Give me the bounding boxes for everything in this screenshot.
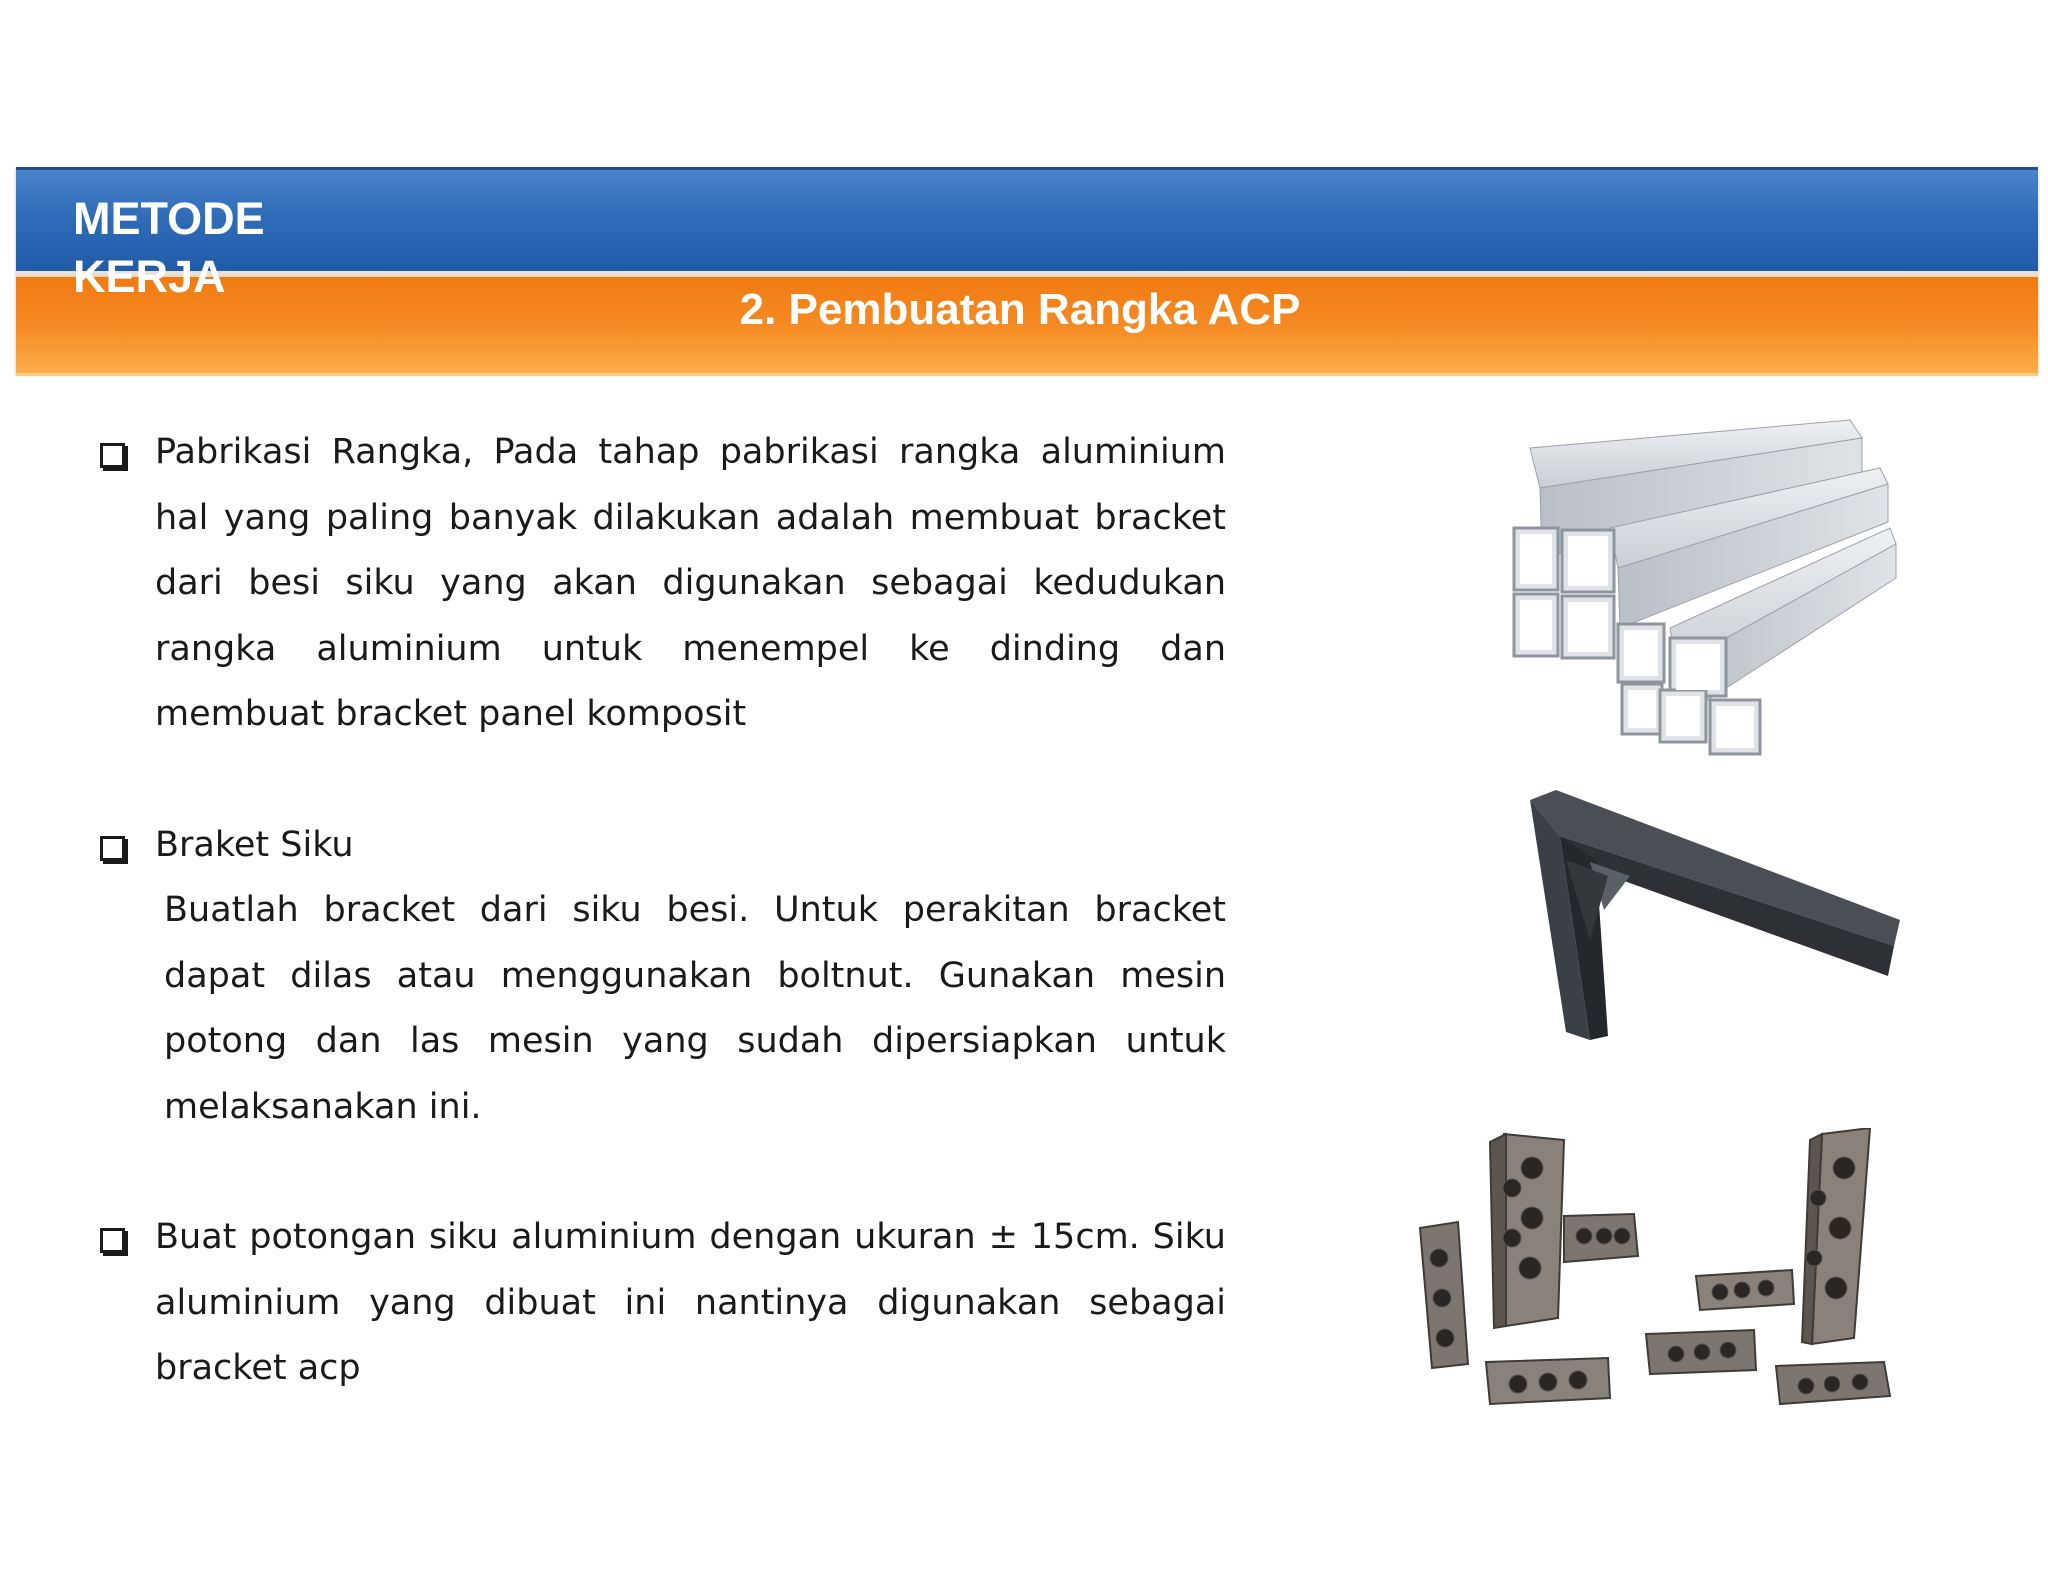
bullet-text: Buat potongan siku aluminium dengan ukuran ± 15cm. Siku aluminium yang dibuat ini nantinya digunakan sebagai bracket acp (155, 1217, 1226, 1388)
bullet-braket-siku (96, 813, 1226, 1141)
bullet-pabrikasi-rangka (96, 420, 1226, 748)
slide-title: 2. Pembuatan Rangka ACP (739, 285, 1301, 334)
bullet-potongan-siku (96, 1205, 1226, 1402)
section-label: METODE KERJA (73, 193, 265, 302)
checkbox-bullet-icon (100, 836, 125, 861)
aluminium-profiles-image (1510, 418, 1900, 758)
checkbox-bullet-icon (100, 1228, 125, 1253)
acp-brackets-image (1414, 1128, 1946, 1414)
steel-angle-bracket-image (1520, 790, 1900, 1050)
bullet-heading: Braket Siku (155, 824, 354, 865)
bullet-subtext: Buatlah bracket dari siku besi. Untuk perakitan bracket dapat dilas atau menggunakan boltnut. Gunakan mesin potong dan las mesin yang sudah dipersiapkan untuk melaksanakan ini. (164, 890, 1226, 1127)
bullet-text: Pabrikasi Rangka, Pada tahap pabrikasi rangka aluminium hal yang paling banyak dilakukan adalah membuat bracket dari besi siku yang akan digunakan sebagai kedudukan rangka aluminium untuk menempel ke dinding dan membuat bracket panel komposit (155, 432, 1226, 734)
checkbox-bullet-icon (100, 443, 125, 468)
content-body (96, 420, 1226, 1402)
